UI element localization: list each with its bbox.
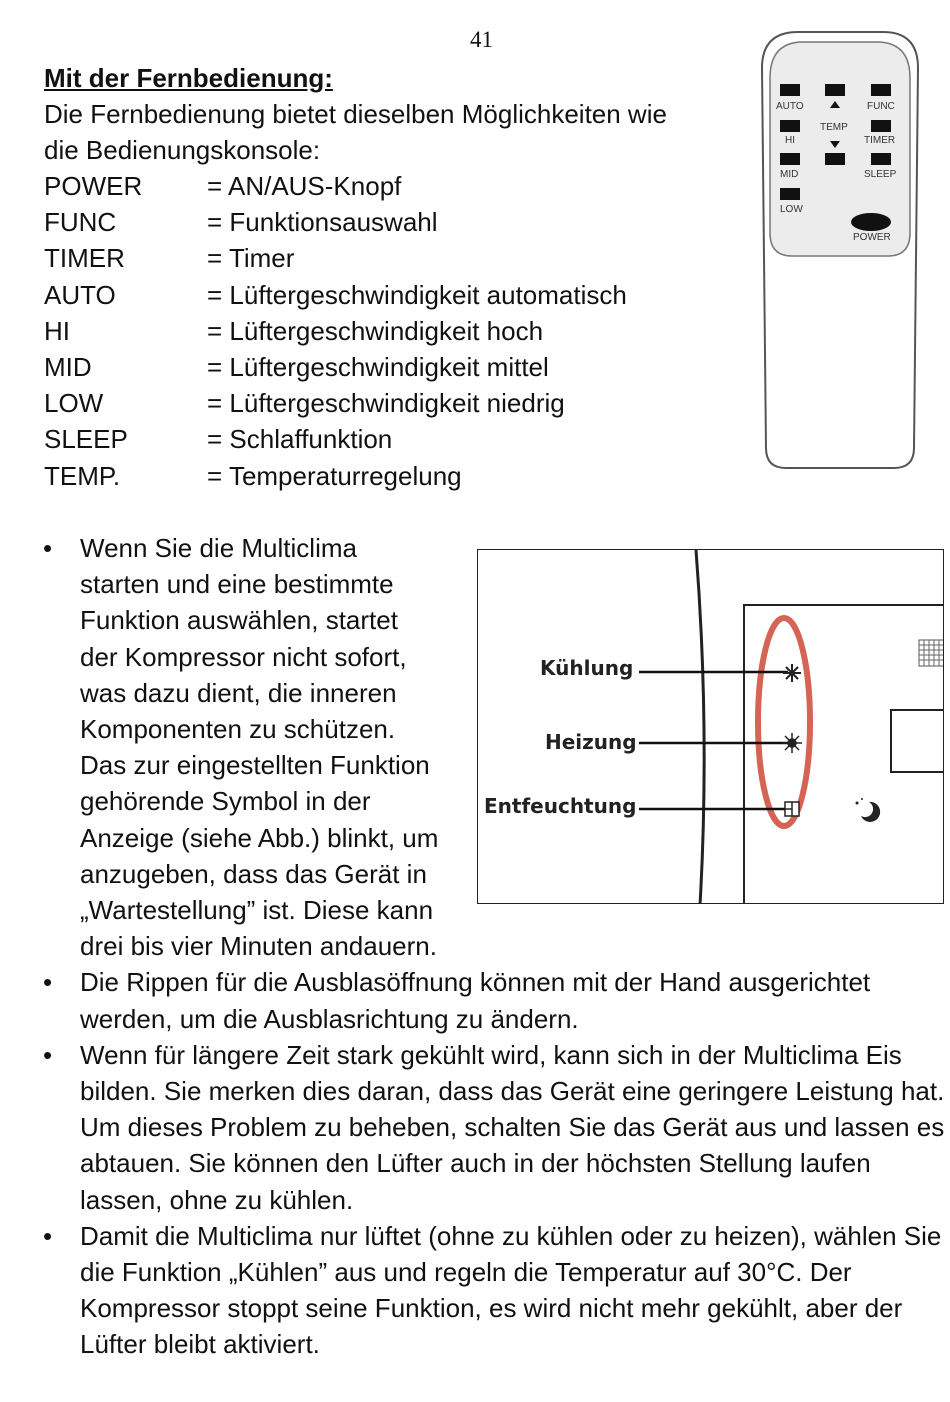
mid-button (780, 153, 800, 165)
key-name: SLEEP (44, 424, 128, 455)
hi-label: HI (785, 135, 795, 146)
key-desc: = Schlaffunktion (207, 424, 393, 455)
intro-line-1: Die Fernbedienung bietet dieselben Möglichkeiten wie (44, 99, 667, 129)
key-row-sleep (44, 421, 627, 457)
bullet-dot: • (43, 533, 53, 563)
low-label: LOW (780, 204, 803, 215)
bullet-text: Die Rippen für die Ausblasöffnung können mit der Hand ausgerichtet werden, um die Ausblasrichtung zu ändern. (80, 967, 871, 1034)
bullet-dot: • (43, 1220, 53, 1251)
dehumidify-label: Entfeuchtung (484, 794, 637, 818)
key-desc: = Lüftergeschwindigkeit niedrig (207, 388, 565, 419)
func-button (871, 84, 891, 96)
power-label: POWER (853, 232, 891, 243)
bullet-item (0, 1037, 950, 1218)
temp-up-button (825, 84, 845, 96)
bullet-text: Wenn für längere Zeit stark gekühlt wird, kann sich in der Multiclima Eis bilden. Sie merken dies daran, dass das Gerät eine geringere Leistung hat. Um dieses Problem zu beheben, schalten Sie das Gerät aus und lassen es abtauen. Sie können den Lüfter auch in der höchsten Stellung laufen lassen, ohne zu kühlen. (80, 1039, 945, 1215)
key-row-timer (44, 240, 627, 276)
key-row-hi (44, 313, 627, 349)
bullet-text: Damit die Multiclima nur lüftet (ohne zu kühlen oder zu heizen), wählen Sie die Funktion „Kühlen” aus und regeln die Temperatur auf 30°C. Der Kompressor stoppt seine Funktion, es wird nicht mehr gekühlt, aber der Lüfter bleibt aktiviert. (80, 1220, 942, 1360)
timer-button (871, 120, 891, 132)
bullet-dot: • (43, 1039, 53, 1070)
page-number: 41 (470, 27, 493, 52)
key-name: MID (44, 351, 92, 382)
key-row-temp (44, 458, 627, 494)
key-list (44, 168, 627, 494)
key-name: TIMER (44, 243, 125, 274)
key-desc: = Temperaturregelung (207, 460, 462, 491)
bullet-dot: • (43, 967, 53, 998)
low-button (780, 188, 800, 200)
auto-button (780, 84, 800, 96)
remote-control-illustration (758, 28, 923, 473)
key-desc: = AN/AUS-Knopf (207, 171, 402, 201)
power-button (851, 213, 891, 231)
auto-label: AUTO (776, 101, 804, 112)
bullet-item (0, 964, 950, 1036)
timer-label: TIMER (864, 135, 896, 146)
key-row-func (44, 204, 627, 240)
key-name: AUTO (44, 279, 116, 310)
bullet-list (0, 530, 950, 1363)
key-desc: = Timer (207, 243, 295, 274)
key-desc: = Lüftergeschwindigkeit hoch (207, 315, 544, 346)
cooling-label: Kühlung (540, 656, 634, 680)
sleep-button (871, 153, 891, 165)
hi-button (780, 120, 800, 132)
key-name: HI (44, 315, 70, 346)
bullet-text: Wenn Sie die Multiclima starten und eine bestimmte Funktion auswählen, startet der Kompressor nicht sofort, was dazu dient, die inneren Komponenten zu schützen. Das zur eingestellten Funktion gehörende Symbol in der Anzeige (siehe Abb.) blinkt, um anzugeben, dass das Gerät in „Wartestellung” ist. Diese kann drei bis vier Minuten andauern. (80, 533, 439, 962)
sleep-label: SLEEP (864, 169, 897, 180)
key-desc: = Lüftergeschwindigkeit mittel (207, 351, 549, 382)
intro-line-2: die Bedienungskonsole: (44, 135, 321, 165)
key-row-low (44, 385, 627, 421)
key-row-mid (44, 349, 627, 385)
section-heading: Mit der Fernbedienung: (44, 63, 333, 93)
key-desc: = Lüftergeschwindigkeit automatisch (207, 279, 627, 310)
bullet-item (0, 1218, 950, 1363)
heating-label: Heizung (545, 730, 637, 754)
temp-down-button (825, 153, 845, 165)
key-row-power (44, 168, 627, 204)
key-row-auto (44, 277, 627, 313)
key-name: LOW (44, 388, 104, 419)
func-label: FUNC (867, 101, 895, 112)
mid-label: MID (780, 169, 799, 180)
key-name: TEMP. (44, 460, 121, 491)
key-desc: = Funktionsauswahl (207, 207, 438, 238)
key-name: POWER (44, 171, 143, 201)
temp-label: TEMP (820, 122, 848, 133)
bullet-item (0, 530, 950, 964)
key-name: FUNC (44, 207, 117, 238)
